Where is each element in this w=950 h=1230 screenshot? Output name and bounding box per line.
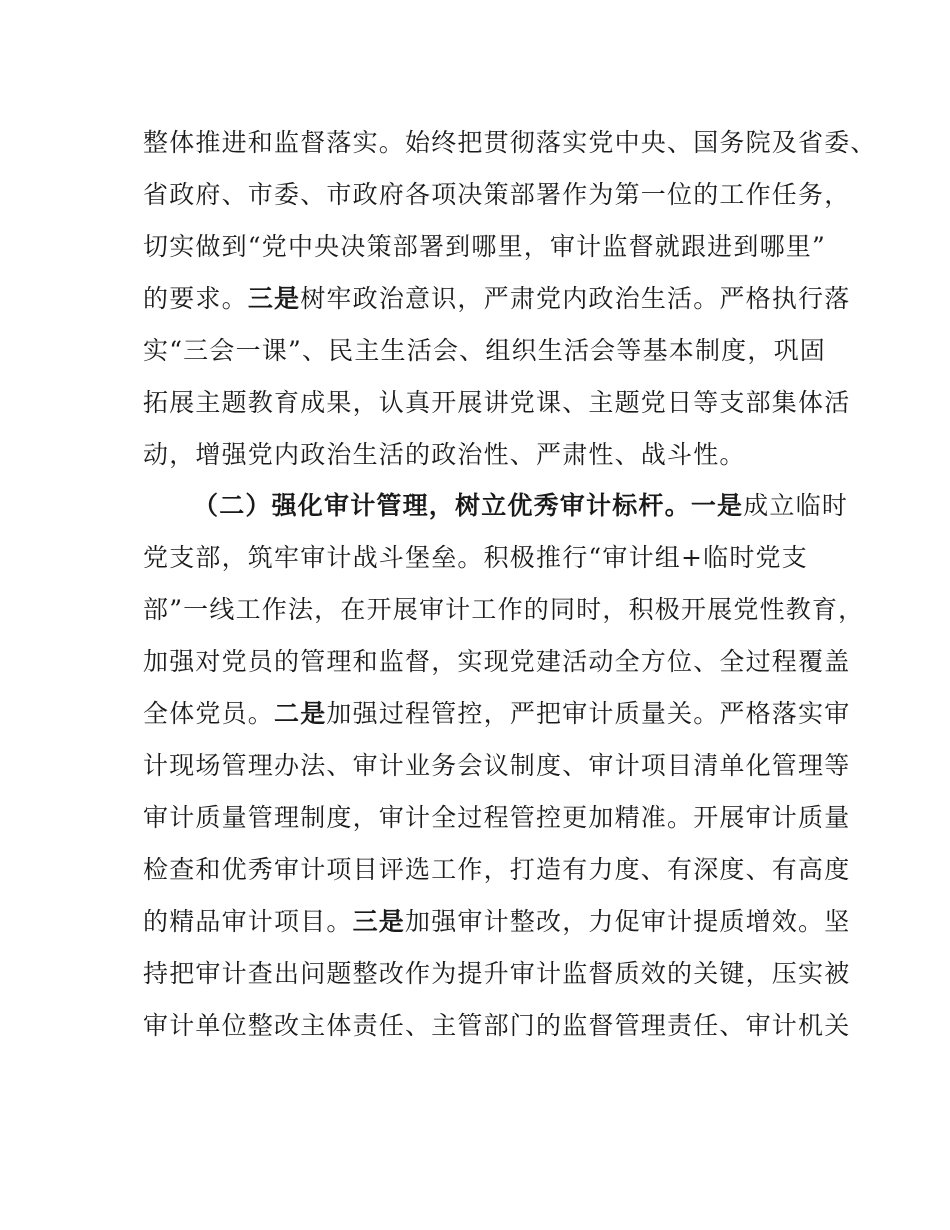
bold-text-run: 三是 — [247, 284, 301, 313]
text-run: 成立临时 — [743, 491, 849, 520]
text-run: 动，增强党内政治生活的政治性、严肃性、战斗性。 — [143, 440, 746, 469]
text-line — [143, 486, 849, 538]
text-run: 的精品审计项目。 — [143, 907, 353, 936]
text-line — [143, 538, 823, 590]
text-run: 全体党员。 — [143, 699, 275, 728]
text-run: 部”一线工作法，在开展审计工作的同时，积极开展党性教育， — [143, 595, 865, 624]
text-line — [143, 590, 865, 642]
text-run: 实“三会一课”、民主生活会、组织生活会等基本制度，巩固 — [143, 336, 826, 365]
text-line — [143, 954, 851, 1006]
text-line — [143, 123, 877, 175]
text-line — [143, 435, 823, 487]
text-line — [143, 902, 851, 954]
text-run: 计现场管理办法、审计业务会议制度、审计项目清单化管理等 — [143, 751, 851, 780]
text-run: 加强对党员的管理和监督，实现党建活动全方位、全过程覆盖 — [143, 647, 851, 676]
text-run: 党支部，筑牢审计战斗堡垒。积极推行“审计组+临时党支 — [143, 543, 808, 572]
text-line — [143, 383, 851, 435]
text-line — [143, 175, 851, 227]
text-line — [143, 331, 826, 383]
paragraph-section-1 — [143, 123, 877, 487]
bold-text-run: 一是 — [690, 491, 744, 520]
text-run: 切实做到“党中央决策部署到哪里，审计监督就跟进到哪里” — [143, 232, 826, 261]
text-line — [143, 798, 851, 850]
text-line — [143, 694, 851, 746]
text-line — [143, 642, 851, 694]
text-run: 整体推进和监督落实。始终把贯彻落实党中央、国务院及省委、 — [143, 128, 877, 157]
bold-text-run: （二）强化审计管理，树立优秀审计标杆。 — [193, 491, 691, 520]
text-line — [143, 279, 851, 331]
text-line — [143, 1006, 851, 1058]
text-run: 审计单位整改主体责任、主管部门的监督管理责任、审计机关 — [143, 1011, 851, 1040]
text-run: 加强审计整改，力促审计提质增效。坚 — [405, 907, 851, 936]
text-run: 持把审计查出问题整改作为提升审计监督质效的关键，压实被 — [143, 959, 851, 988]
text-run: 检查和优秀审计项目评选工作，打造有力度、有深度、有高度 — [143, 855, 851, 884]
text-run: 的要求。 — [143, 284, 248, 313]
text-run: 加强过程管控，严把审计质量关。严格落实审 — [326, 699, 851, 728]
text-line — [143, 850, 851, 902]
text-run: 审计质量管理制度，审计全过程管控更加精准。开展审计质量 — [143, 803, 851, 832]
bold-text-run: 二是 — [274, 699, 327, 728]
text-run: 拓展主题教育成果，认真开展讲党课、主题党日等支部集体活 — [143, 388, 851, 417]
bold-text-run: 三是 — [352, 907, 406, 936]
text-line — [143, 746, 851, 798]
text-run: 省政府、市委、市政府各项决策部署作为第一位的工作任务， — [143, 180, 851, 209]
text-run: 树牢政治意识，严肃党内政治生活。严格执行落 — [300, 284, 851, 313]
paragraph-section-2 — [143, 486, 865, 1058]
text-line — [143, 227, 826, 279]
